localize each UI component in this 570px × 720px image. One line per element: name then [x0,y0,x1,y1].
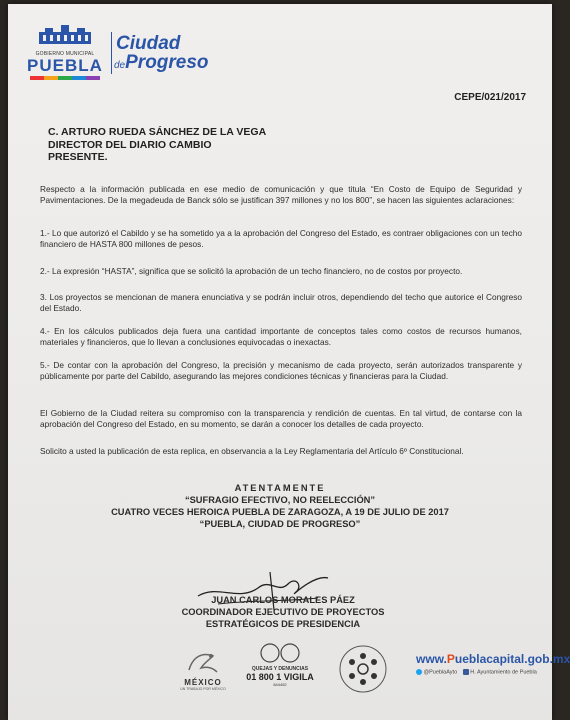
ciudad-progreso-logo [116,34,209,76]
municipal-logo [22,24,108,80]
signatory-title-2: ESTRATÉGICOS DE PRESIDENCIA [205,619,361,629]
paragraph-5: 5.- De contar con la aprobación del Congreso, la precisión y mecanismo de cada proyecto, serán autorizados transparente y públicamente por parte del Cabildo, asegurando las mejores condiciones técnicas y financieras para la Ciudad. [40,360,522,381]
facebook-handle[interactable]: H. Ayuntamiento de Puebla [470,669,537,676]
quejas-number: 844452 [273,682,287,687]
mexico-emblem [176,644,230,702]
signatory-block [158,594,408,630]
closing-block [8,482,552,530]
closing-line-2: CUATRO VECES HEROICA PUEBLA DE ZARAGOZA, A 19 DE JULIO DE 2017 [111,507,449,517]
social-links [416,669,570,675]
paragraph-3: 3. Los proyectos se mencionan de manera enunciativa y se podrán incluir otros, dependiendo del techo que autorice el Congreso del Estado. [40,292,522,313]
progreso-line [114,53,209,76]
signatory-name: JUAN CARLOS MORALES PÁEZ [211,595,355,605]
paragraph-2: 2.- La expresión “HASTA”, significa que se solicitó la aprobación de un techo financiero, no de costos por proyecto. [40,266,463,276]
logo-divider [111,32,112,74]
website-url[interactable] [416,652,570,666]
quejas-phone: 01 800 1 VIGILA [246,672,314,682]
signatory-title-1: COORDINADOR EJECUTIVO DE PROYECTOS [181,607,385,617]
addressee-block [48,126,266,164]
addressee-presente: PRESENTE. [48,151,108,163]
puebla-label: PUEBLA [27,56,103,75]
atentamente-label: ATENTAMENTE [234,483,326,493]
eagle-icon [183,646,223,678]
municipal-seal-icon [338,644,388,694]
website-p: P [446,652,455,666]
mexico-sub-label: UN TRABAJO POR MÉXICO [180,687,226,691]
addressee-name: C. ARTURO RUEDA SÁNCHEZ DE LA VEGA [48,126,267,138]
gobierno-label: GOBIERNO MUNICIPAL [35,51,95,57]
addressee-title: DIRECTOR DEL DIARIO CAMBIO [48,138,212,151]
building-icon [35,24,95,44]
facebook-icon [463,669,469,675]
paragraph-1: 1.- Lo que autorizó el Cabildo y se ha sometido ya a la aprobación del Congreso del Estado, es contraer obligaciones con un techo financiero de HASTA 800 millones de pesos. [40,228,522,249]
reference-number: CEPE/021/2017 [454,92,526,103]
ciudad-label: Ciudad [116,33,181,54]
paragraph-7: Solicito a usted la publicación de esta replica, en observancia a la Ley Reglamentaria del Artículo 6º Constitucional. [40,446,464,456]
quejas-stamp [236,642,324,702]
de-label: de [114,60,126,71]
progreso-label: Progreso [125,52,209,73]
mexico-label: MÉXICO [184,678,222,687]
website-rest: ueblacapital.gob.mx [454,652,570,666]
website-prefix: www. [416,652,447,666]
paragraph-intro: Respecto a la información publicada en ese medio de comunicación y que titula “En Costo de Equipo de Seguridad y Pavimentaciones. De la megadeuda de Banck sólo se justifican 397 millones y no los 800”, se hacen las siguientes aclaraciones: [40,184,522,205]
paragraph-4: 4.- En los cálculos publicados deja fuera una cantidad importante de conceptos tales como costos de recursos humanos, materiales y financieros, que lo llevan a conclusiones equivocadas o inexactas. [40,326,522,347]
color-bar [30,76,100,80]
badge-icon [260,642,300,664]
twitter-icon [416,669,422,675]
closing-line-3: “PUEBLA, CIUDAD DE PROGRESO” [199,519,361,529]
twitter-handle[interactable]: @PueblaAyto [423,669,458,676]
closing-line-1: “SUFRAGIO EFECTIVO, NO REELECCIÓN” [184,495,376,505]
letter-page [8,4,570,720]
paragraph-6: El Gobierno de la Ciudad reitera su compromiso con la transparencia y rendición de cuentas. En tal virtud, de contarse con la aprobación del Congreso del Estado, en su momento, se darán a conocer los detalles de cada proyecto. [40,408,522,429]
quejas-label: QUEJAS Y DENUNCIAS [251,666,309,672]
website-block [416,652,570,675]
